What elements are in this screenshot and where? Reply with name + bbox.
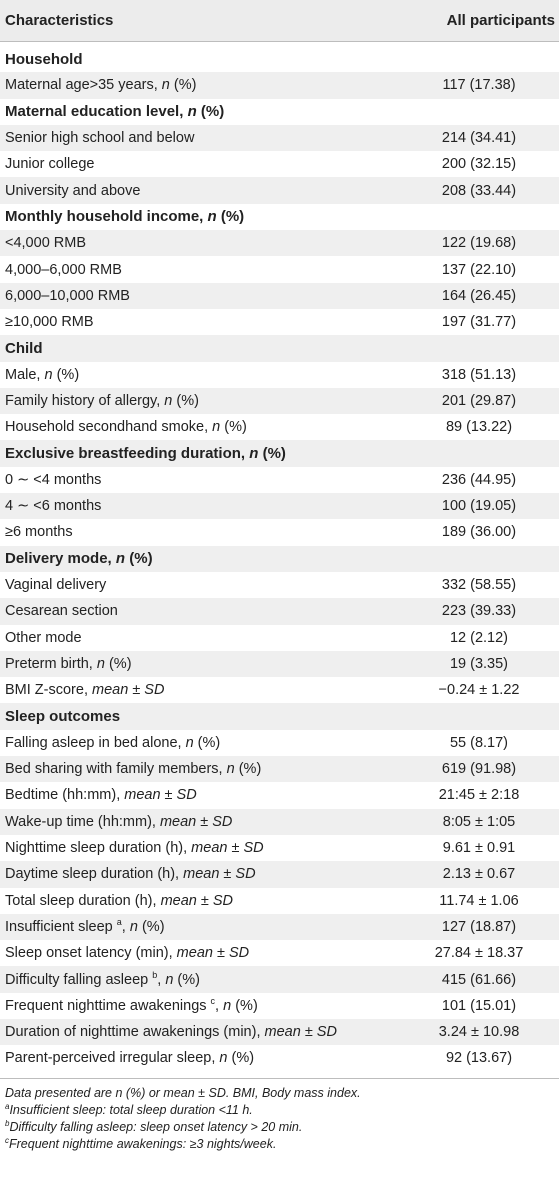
table-row <box>0 598 559 624</box>
row-label: Household secondhand smoke, n (%) <box>5 419 247 436</box>
section-row <box>0 99 559 125</box>
table-row <box>0 940 559 966</box>
section-label: Child <box>5 339 43 357</box>
table-row <box>0 177 559 203</box>
table-row <box>0 151 559 177</box>
row-label: Difficulty falling asleep $^b$, n (%) <box>5 969 200 988</box>
table-row <box>0 467 559 493</box>
row-label: Family history of allergy, n (%) <box>5 393 199 409</box>
row-label: Frequent nighttime awakenings $^c$, n (%) <box>5 996 258 1014</box>
row-label: Daytime sleep duration (h), mean ± SD <box>5 866 256 883</box>
section-label: Household <box>5 50 83 68</box>
row-value: 122 (19.68) <box>441 235 517 252</box>
row-value: 619 (91.98) <box>441 761 517 778</box>
row-value: 11.74 ± 1.06 <box>439 892 519 909</box>
row-value: 92 (13.67) <box>445 1050 513 1067</box>
section-row <box>0 335 559 361</box>
row-label: 6,000–10,000 RMB <box>5 287 130 304</box>
table-row <box>0 809 559 835</box>
row-label: Nighttime sleep duration (h), mean ± SD <box>5 840 264 857</box>
row-label: Junior college <box>5 156 95 173</box>
row-value: −0.24 ± 1.22 <box>438 682 520 699</box>
table-row <box>0 651 559 677</box>
table-row <box>0 1019 559 1045</box>
row-value: 27.84 ± 18.37 <box>434 945 524 962</box>
table-row <box>0 835 559 861</box>
row-label: Bed sharing with family members, n (%) <box>5 761 262 778</box>
table-row <box>0 730 559 756</box>
row-label: Wake-up time (hh:mm), mean ± SD <box>5 813 233 830</box>
table-row <box>0 72 559 98</box>
row-label: ≥6 months <box>5 524 73 541</box>
table-row <box>0 572 559 598</box>
section-label: Exclusive breastfeeding duration, n (%) <box>5 445 286 463</box>
table-row <box>0 782 559 808</box>
table-row <box>0 993 559 1019</box>
table-header <box>0 0 559 42</box>
row-value: 137 (22.10) <box>441 261 517 278</box>
section-label: Maternal education level, n (%) <box>5 103 225 121</box>
row-label: Male, n (%) <box>5 366 80 383</box>
table-row <box>0 493 559 519</box>
row-label: Cesarean section <box>5 603 118 620</box>
row-value: 12 (2.12) <box>449 629 509 646</box>
row-value: 117 (17.38) <box>442 77 516 94</box>
table-footnotes <box>0 1078 559 1153</box>
table-row <box>0 966 559 992</box>
row-label: Bedtime (hh:mm), mean ± SD <box>5 787 197 804</box>
row-label: Parent-perceived irregular sleep, n (%) <box>5 1050 255 1067</box>
row-value: 223 (39.33) <box>441 603 517 620</box>
table-row <box>0 861 559 887</box>
header-characteristics: Characteristics <box>5 12 114 29</box>
row-label: Insufficient sleep $^a$, n (%) <box>5 917 165 935</box>
row-value: 3.24 ± 10.98 <box>438 1024 520 1041</box>
section-label: Delivery mode, n (%) <box>5 550 153 568</box>
table-body <box>0 46 559 1072</box>
footnote-b: $^b$Difficulty falling asleep: sleep onset latency > 20 min. <box>5 1118 303 1134</box>
table-row <box>0 756 559 782</box>
row-label: 0 ∼ <4 months <box>5 471 102 488</box>
row-value: 89 (13.22) <box>445 419 513 436</box>
row-label: Sleep onset latency (min), mean ± SD <box>5 945 250 962</box>
row-label: 4,000–6,000 RMB <box>5 261 122 278</box>
row-value: 100 (19.05) <box>441 498 517 515</box>
row-label: Vaginal delivery <box>5 577 107 594</box>
row-value: 127 (18.87) <box>441 918 517 935</box>
row-value: 415 (61.66) <box>441 971 517 988</box>
row-label: 4 ∼ <6 months <box>5 498 102 515</box>
header-all-participants: All participants <box>446 12 555 29</box>
table-row <box>0 888 559 914</box>
section-row <box>0 703 559 729</box>
row-label: University and above <box>5 182 141 199</box>
table-row <box>0 256 559 282</box>
table-row <box>0 914 559 940</box>
table-row <box>0 677 559 703</box>
section-row <box>0 546 559 572</box>
row-label: BMI Z-score, mean ± SD <box>5 682 165 699</box>
section-row <box>0 440 559 466</box>
section-row <box>0 204 559 230</box>
row-label: Senior high school and below <box>5 130 195 147</box>
table-row <box>0 309 559 335</box>
table-row <box>0 283 559 309</box>
section-label: Sleep outcomes <box>5 708 121 726</box>
table-row <box>0 125 559 151</box>
row-value: 2.13 ± 0.67 <box>442 866 516 883</box>
footnote-a: $^a$Insufficient sleep: total sleep duration <11 h. <box>5 1101 253 1117</box>
row-label: Falling asleep in bed alone, n (%) <box>5 734 221 751</box>
table-row <box>0 414 559 440</box>
footnote-c: $^c$Frequent nighttime awakenings: ≥3 nights/week. <box>5 1135 277 1151</box>
row-value: 236 (44.95) <box>441 471 517 488</box>
table-row <box>0 388 559 414</box>
table-row <box>0 1045 559 1071</box>
row-value: 208 (33.44) <box>441 182 517 199</box>
row-value: 8:05 ± 1:05 <box>442 813 516 830</box>
row-label: Preterm birth, n (%) <box>5 655 132 672</box>
row-value: 19 (3.35) <box>449 655 509 672</box>
row-label: Other mode <box>5 629 82 646</box>
row-value: 21:45 ± 2:18 <box>438 787 520 804</box>
row-label: ≥10,000 RMB <box>5 314 94 331</box>
row-value: 197 (31.77) <box>441 314 517 331</box>
row-label: Maternal age>35 years, n (%) <box>5 77 197 94</box>
table-row <box>0 362 559 388</box>
section-row <box>0 46 559 72</box>
row-value: 164 (26.45) <box>441 287 517 304</box>
row-label: Total sleep duration (h), mean ± SD <box>5 892 233 909</box>
row-value: 200 (32.15) <box>441 156 517 173</box>
table-row <box>0 230 559 256</box>
table-row <box>0 625 559 651</box>
table-row <box>0 519 559 545</box>
footnote-main: Data presented are n (%) or mean ± SD. BMI, Body mass index. <box>5 1085 361 1100</box>
row-value: 318 (51.13) <box>441 366 517 383</box>
row-label: Duration of nighttime awakenings (min), mean ± SD <box>5 1024 337 1041</box>
row-label: <4,000 RMB <box>5 235 87 252</box>
row-value: 101 (15.01) <box>441 997 517 1014</box>
row-value: 9.61 ± 0.91 <box>442 840 516 857</box>
row-value: 214 (34.41) <box>441 130 517 147</box>
section-label: Monthly household income, n (%) <box>5 208 245 226</box>
row-value: 332 (58.55) <box>441 577 517 594</box>
row-value: 201 (29.87) <box>441 393 517 409</box>
row-value: 55 (8.17) <box>449 734 509 751</box>
row-value: 189 (36.00) <box>441 524 517 541</box>
